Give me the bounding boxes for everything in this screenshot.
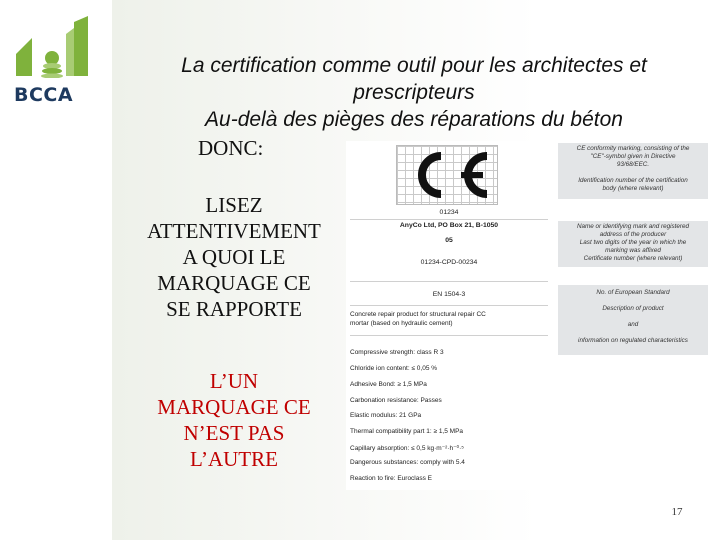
ce-standard: EN 1504-3	[432, 291, 466, 298]
lun-line: L’UN	[209, 369, 259, 393]
ce-characteristic: Adhesive Bond: ≥ 1,5 MPa	[350, 381, 427, 388]
logo-text: BCCA	[14, 84, 74, 106]
lun-text	[128, 368, 340, 472]
ce-mark-icon	[396, 145, 498, 205]
lisez-line: SE RAPPORTE	[166, 297, 302, 321]
lisez-line: MARQUAGE CE	[157, 271, 311, 295]
ce-marking-figure	[346, 141, 710, 490]
leaves-building-logo-icon	[14, 14, 94, 78]
description-box	[558, 221, 708, 267]
description-line: information on regulated characteristics	[578, 337, 688, 344]
ce-characteristic: Carbonation resistance: Passes	[350, 397, 442, 404]
description-line: address of the producer	[599, 231, 667, 238]
lun-line: L’AUTRE	[190, 447, 278, 471]
bcca-logo	[14, 14, 94, 106]
divider	[350, 335, 548, 336]
ce-characteristic: Dangerous substances: comply with 5.4	[350, 459, 465, 466]
ce-product-line: mortar (based on hydraulic cement)	[350, 320, 453, 327]
description-line	[558, 297, 708, 305]
ce-year: 05	[445, 237, 453, 244]
description-line: Last two digits of the year in which the	[579, 239, 687, 246]
slide-title	[140, 52, 688, 133]
divider	[350, 219, 548, 220]
divider	[350, 281, 548, 282]
description-line	[558, 313, 708, 321]
lun-line: N’EST PAS	[183, 421, 285, 445]
ce-characteristic: Reaction to fire: Euroclass E	[350, 475, 433, 482]
title-line: Au-delà des pièges des réparations du béton	[205, 108, 623, 131]
title-line: prescripteurs	[353, 81, 475, 104]
description-line: body (where relevant)	[602, 185, 664, 192]
title-line: La certification comme outil pour les architectes et	[181, 54, 647, 77]
ce-label-example	[346, 141, 552, 490]
description-line: "CE"-symbol given in Directive	[590, 153, 676, 160]
ce-characteristic: Chloride ion content: ≤ 0,05 %	[350, 365, 438, 372]
lun-line: MARQUAGE CE	[157, 395, 311, 419]
ce-description-column	[554, 141, 710, 490]
description-line	[558, 169, 708, 177]
ce-certificate: 01234-CPD-00234	[420, 259, 478, 266]
description-line	[558, 329, 708, 337]
description-line: marking was affixed	[605, 247, 661, 254]
divider	[350, 305, 548, 306]
ce-product-line: Concrete repair product for structural repair CC	[350, 311, 486, 318]
lisez-text	[128, 192, 340, 322]
ce-characteristic: Capillary absorption: ≤ 0,5 kg·m⁻²·h⁻⁰·⁵	[350, 445, 464, 452]
description-line: Name or identifying mark and registered	[577, 223, 689, 230]
description-line: Identification number of the certification	[578, 177, 688, 184]
description-box	[558, 143, 708, 199]
lisez-line: ATTENTIVEMENT	[147, 219, 321, 243]
description-box	[558, 285, 708, 355]
ce-number: 01234	[439, 209, 459, 216]
ce-characteristic: Elastic modulus: 21 GPa	[350, 412, 422, 419]
description-line: 93/68/EEC.	[616, 161, 650, 168]
description-line: and	[627, 321, 639, 328]
description-line: Certificate number (where relevant)	[583, 255, 683, 262]
description-line: CE conformity marking, consisting of the	[576, 145, 690, 152]
lisez-line: A QUOI LE	[182, 245, 286, 269]
lisez-line: LISEZ	[205, 193, 263, 217]
description-line: No. of European Standard	[596, 289, 670, 296]
page-number: 17	[671, 506, 683, 518]
ce-characteristic: Compressive strength: class R 3	[350, 349, 444, 356]
description-line: Description of product	[602, 305, 664, 312]
donc-label: DONC:	[198, 136, 264, 160]
ce-producer: AnyCo Ltd, PO Box 21, B-1050	[399, 222, 499, 229]
ce-characteristic: Thermal compatibility part 1: ≥ 1,5 MPa	[350, 428, 464, 435]
